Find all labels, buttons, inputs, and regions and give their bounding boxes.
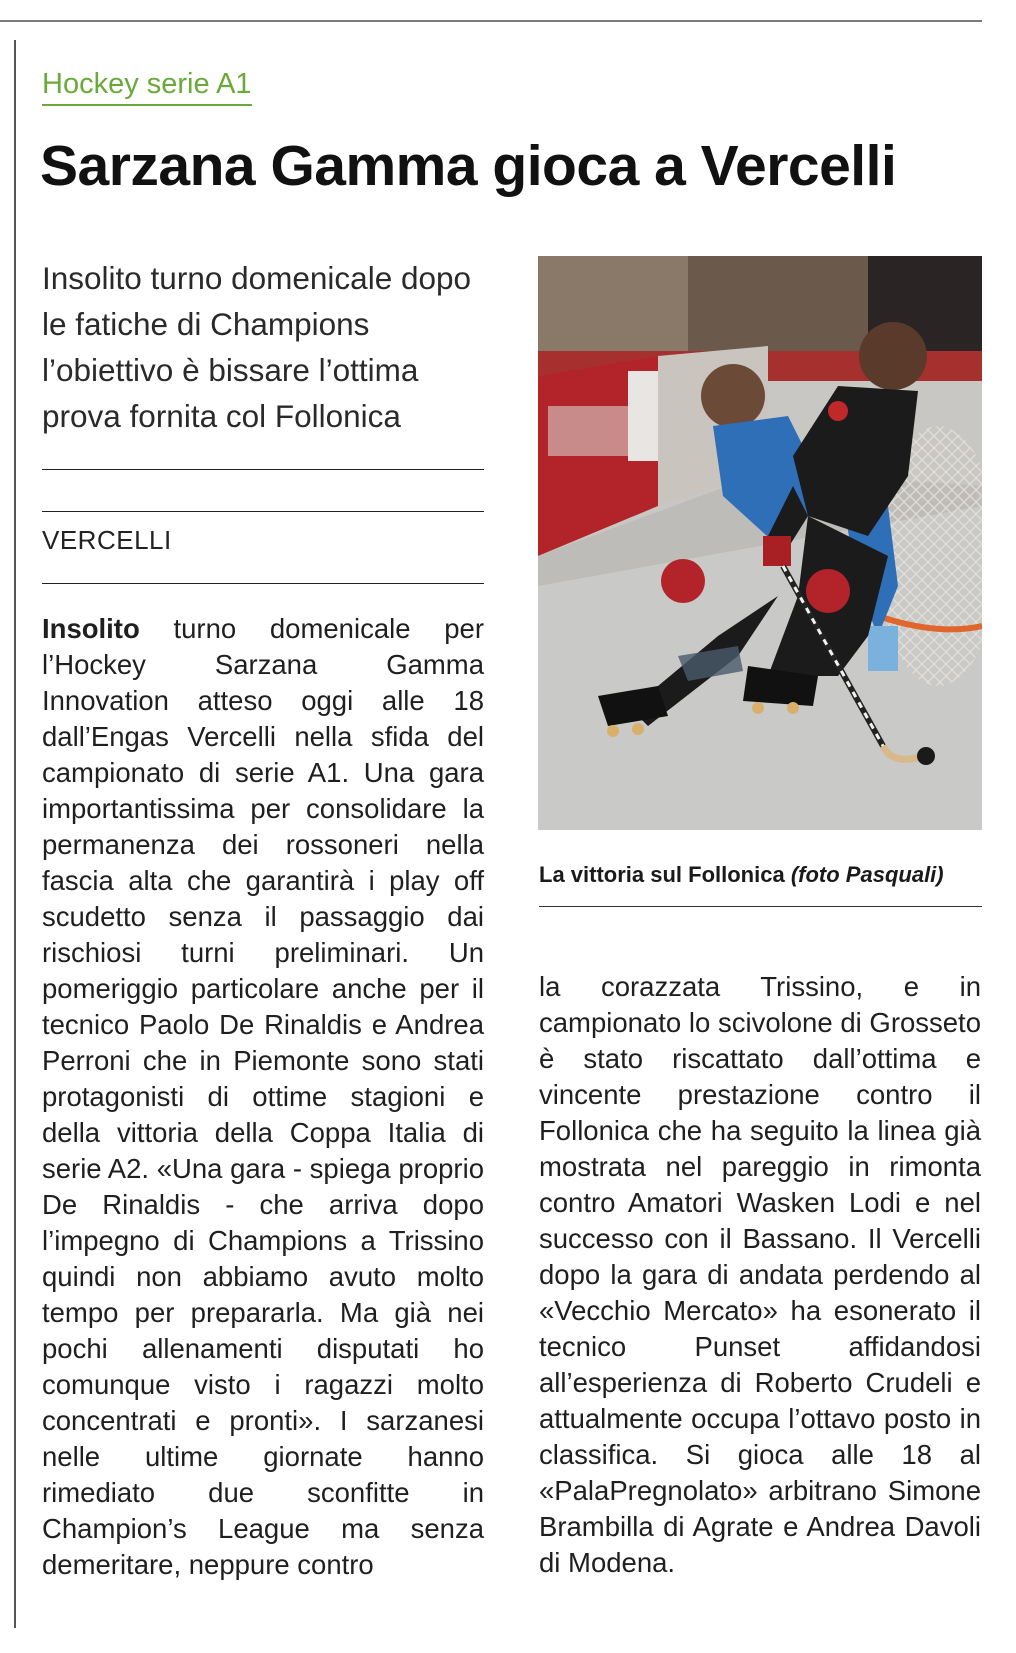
left-column-rule <box>14 40 16 1628</box>
top-rule <box>0 20 982 22</box>
subhead-rule <box>42 469 484 470</box>
body-column-2: la corazzata Trissino, e in campionato lo scivolone di Grosseto è stato riscattato dall’ottima e vincente prestazione contro il Follonica che ha seguito la linea già mostrata nel pareggio in rimonta contro Amatori Wasken Lodi e nel successo con il Bassano. Il Vercelli dopo la gara di andata perdendo al «Vecchio Mercato» ha esonerato il tecnico Punset affidandosi all’esperienza di Roberto Crudeli e attualmente occupa l’ottavo posto in classifica. Si gioca alle 18 al «PalaPregnolato» arbitrano Simone Brambilla di Agrate e Andrea Davoli di Modena. <box>539 971 981 1578</box>
dateline-top-rule <box>42 511 484 512</box>
rink-hockey-players-image <box>538 256 982 830</box>
hockey-photo <box>538 256 982 830</box>
dateline-bottom-rule <box>42 583 484 584</box>
caption-text: La vittoria sul Follonica <box>539 862 785 887</box>
section-kicker: Hockey serie A1 <box>42 68 252 106</box>
body-text-1: turno domenicale per l’Hockey Sarzana Gamma Innovation atteso oggi alle 18 dall’Engas Vercelli nella sfida del campionato di serie A1. Una gara importantissima per consolidare la permanenza dei rossoneri nella fascia alta che garantirà i play off scudetto senza il passaggio dai rischiosi turni preliminari. Un pomeriggio particolare anche per il tecnico Paolo De Rinaldis e Andrea Perroni che in Piemonte sono stati protagonisti di ottime stagioni e della vittoria della Coppa Italia di serie A2. «Una gara - spiega proprio De Rinaldis - che arriva dopo l’impegno di Champions a Trissino quindi non abbiamo avuto molto tempo per prepararla. Ma già nei pochi allenamenti disputati ho comunque visto i ragazzi molto concentrati e pronti». I sarzanesi nelle ultime giornate hanno rimediato due sconfitte in Champion’s League ma senza demeritare, neppure contro <box>42 613 484 1580</box>
lead-word: Insolito <box>42 613 140 644</box>
headline: Sarzana Gamma gioca a Vercelli <box>40 134 897 198</box>
photo-caption <box>539 862 944 888</box>
body-column-1 <box>42 611 484 1583</box>
dateline: VERCELLI <box>42 525 172 555</box>
subhead: Insolito turno domenicale dopo le fatiche di Champions l’obiettivo è bissare l’ottima prova fornita col Follonica <box>42 260 472 434</box>
caption-rule <box>539 906 982 907</box>
photo-credit: (foto Pasquali) <box>790 862 944 887</box>
